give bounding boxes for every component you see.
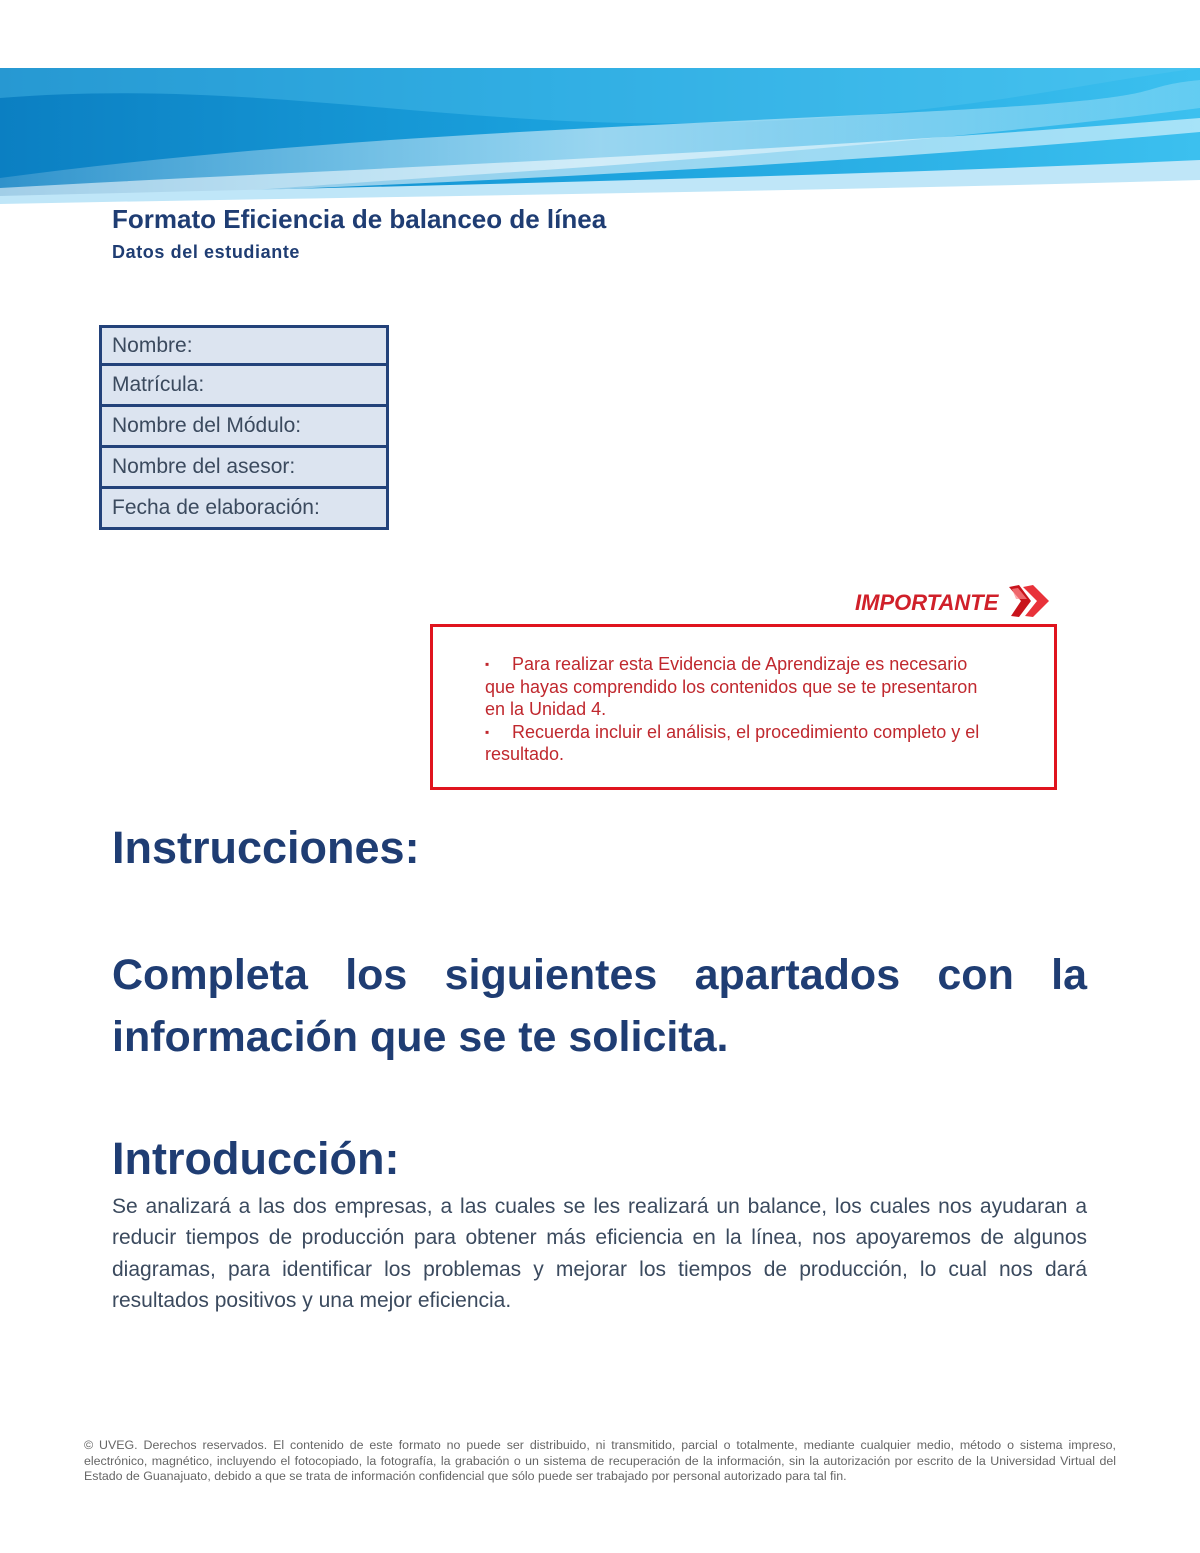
introduction-heading: Introducción:: [112, 1133, 400, 1184]
important-label: IMPORTANTE: [855, 590, 999, 615]
important-item: [485, 653, 995, 721]
double-chevron-right-icon: [1007, 583, 1051, 621]
important-item-text: Para realizar esta Evidencia de Aprendizaje es necesario que hayas comprendido los contenidos que se te presentaron en la Unidad 4.: [485, 654, 978, 719]
copyright-footer: © UVEG. Derechos reservados. El contenido de este formato no puede ser distribuido, ni transmitido, parcial o totalmente, mediante cualquier medio, método o sistema impreso, electrónico, magnético, incluyendo el fotocopiado, la fotografía, la grabación o un sistema de recuperación de la información, sin la autorización por escrito de la Universidad Virtual del Estado de Guanajuato, debido a que se trata de información confidencial que sólo puede ser trabajado por personal autorizado para tal fin.: [84, 1438, 1116, 1484]
important-box: [430, 624, 1057, 790]
bullet-icon: ▪: [485, 724, 490, 739]
bullet-icon: ▪: [485, 657, 490, 671]
field-nombre-asesor[interactable]: Nombre del asesor:: [99, 448, 389, 489]
field-nombre[interactable]: Nombre:: [99, 325, 389, 366]
instructions-heading: Instrucciones:: [112, 822, 420, 873]
field-fecha-elaboracion[interactable]: Fecha de elaboración:: [99, 489, 389, 530]
important-item-text: Recuerda incluir el análisis, el procedimiento completo y el resultado.: [485, 721, 980, 764]
field-nombre-modulo[interactable]: Nombre del Módulo:: [99, 407, 389, 448]
field-matricula[interactable]: Matrícula:: [99, 366, 389, 407]
introduction-text: Se analizará a las dos empresas, a las cuales se les realizará un balance, los cuales nos ayudaran a reducir tiempos de producción para obtener más eficiencia en la línea, nos apoyaremos de algunos diagramas, para identificar los problemas y mejorar los tiempos de producción, lo cual nos dará resultados positivos y una mejor eficiencia.: [112, 1195, 1087, 1312]
important-item: [485, 721, 995, 766]
important-list: [485, 653, 995, 766]
document-title: Formato Eficiencia de balanceo de línea: [112, 204, 607, 234]
document-subtitle: Datos del estudiante: [112, 242, 301, 262]
banner-waves: [0, 68, 1200, 218]
student-data-table: [99, 325, 389, 530]
instructions-text: Completa los siguientes apartados con la información que se te solicita.: [112, 951, 1087, 1061]
header-banner: [0, 68, 1200, 218]
